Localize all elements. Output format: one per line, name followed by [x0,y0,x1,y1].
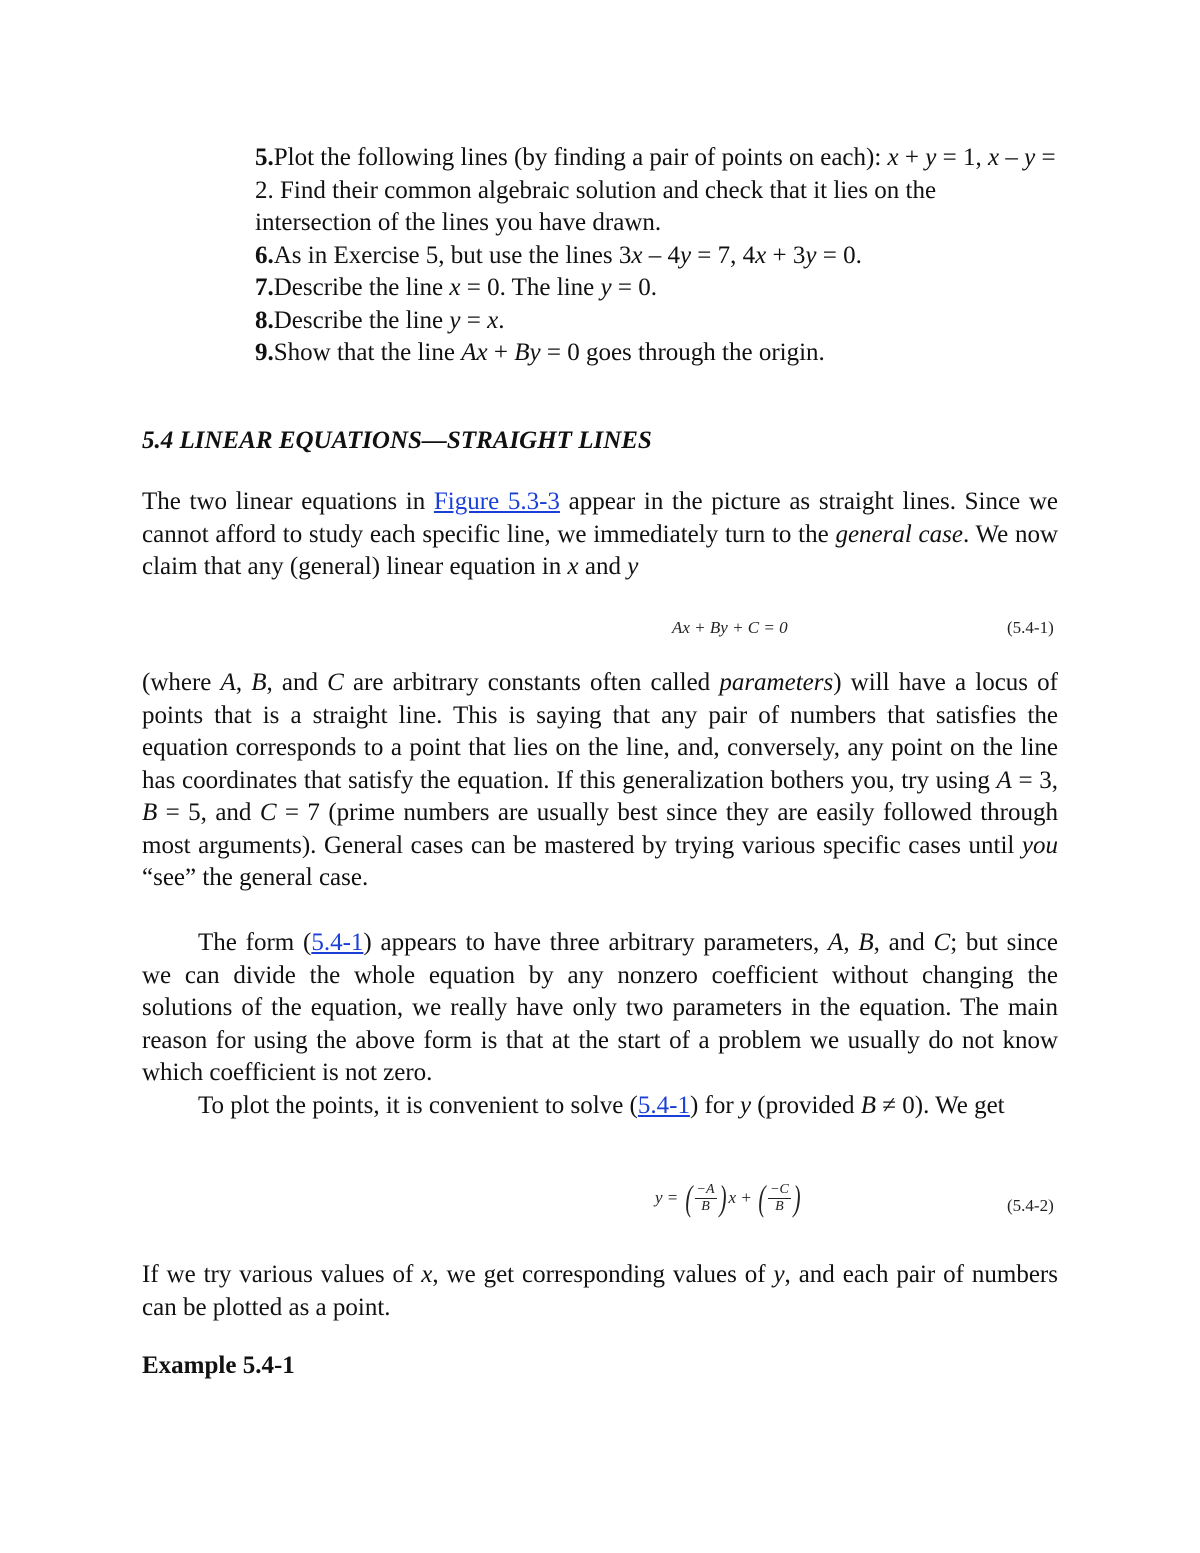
intro-text-2: appear in the picture as straight lines. Since we cannot afford to study each specific line, we immediately turn to the [142,488,1058,548]
math-variable: x [987,144,1000,171]
fraction-a-over-b [695,1182,717,1215]
var-y: y [773,1261,785,1288]
var-c: C [933,929,951,956]
and-text: , and [266,669,328,696]
equation-middle: x + [728,1188,752,1207]
math-variable: x [755,241,767,269]
math-variable: x [487,306,499,334]
exercise-item [255,272,1058,305]
exercise-number: 6. [255,241,274,269]
section-heading: 5.4 LINEAR EQUATIONS—STRAIGHT LINES [142,427,652,454]
math-variable: y [679,241,692,269]
exercise-number: 9. [255,339,274,366]
para-text: ) appears to have three arbitrary parameters, [363,929,829,956]
exercise-item [255,142,1058,240]
fraction-denominator: B [775,1198,784,1214]
exercise-number: 8. [255,306,274,334]
you-emphasis: you [1021,831,1058,859]
math-variable: Ax [461,339,488,366]
fraction-numerator: −C [770,1181,789,1197]
para-text: = 7 (prime numbers are usually best since they are easily followed through most arguments). General cases can be mastered by trying various specific cases until [142,799,1058,859]
left-paren-icon: ( [684,1178,693,1218]
exercise-text: – [999,144,1025,171]
math-variable: y [449,306,461,334]
equation-label-5-4-1: (5.4-1) [1007,618,1054,637]
var-a: A [828,929,844,956]
equation-text: Ax + By + C = 0 [672,618,788,637]
math-variable: y [1024,144,1036,171]
para-text: , we get corresponding values of [432,1261,774,1288]
exercise-text: + [898,144,926,171]
para-text: The form ( [198,929,312,956]
var-a: A [220,669,236,696]
var-a: A [996,766,1012,794]
exercise-text: Describe the line [273,274,450,301]
exercise-number: 7. [255,274,274,301]
exercise-text: As in Exercise 5, but use the lines 3 [273,241,632,269]
exercise-item [255,305,1058,338]
math-variable: y [925,144,937,171]
equation-link-5-4-1[interactable]: 5.4-1 [637,1092,690,1119]
var-b: B [142,799,158,826]
and-text: and [578,553,628,580]
exercise-text: = 0 goes through the origin. [540,339,825,366]
para-text: = 3, [1011,766,1058,794]
para-text: are arbitrary constants often called [343,669,720,696]
values-paragraph [142,1259,1058,1324]
right-paren-icon: ) [793,1178,801,1218]
plot-paragraph [142,1090,1058,1123]
equation-5-4-2 [655,1180,803,1216]
var-b: B [860,1092,877,1119]
equation-label-5-4-2: (5.4-2) [1007,1196,1054,1215]
exercise-list [255,142,1058,370]
and-text: , and [873,929,934,956]
para-text: If we try various values of [142,1261,422,1288]
equation-lhs: y = [655,1188,679,1207]
var-x: x [421,1261,433,1288]
exercise-text: Describe the line [273,306,450,334]
var-y: y [627,553,639,580]
exercise-text: = 2. Find their common algebraic solution and check that it lies on the intersection of the lines you have drawn. [255,144,1056,236]
exercise-text: Show that the line [273,339,462,366]
left-paren-icon: ( [758,1178,766,1218]
math-variable: By [514,339,541,366]
exercise-text: = 0. [816,241,862,269]
math-variable: x [631,241,643,269]
equation-5-4-1 [672,618,788,638]
parameters-emphasis: parameters [719,669,834,696]
var-y: y [739,1092,752,1119]
math-variable: x [887,144,899,171]
exercise-item [255,337,1058,370]
general-case-emphasis: general case [835,520,963,548]
fraction-denominator: B [701,1198,710,1214]
parameters-paragraph [142,667,1058,895]
var-b: B [251,669,267,696]
var-c: C [327,669,344,696]
intro-paragraph [142,486,1058,584]
para-text: ; but since we can divide the whole equation by any nonzero coefficient without changing the solutions of the equation, we really have only two parameters in the equation. The main reason for using the above form is that at the start of a problem we usually do not know which coefficient is not zero. [142,929,1058,1086]
exercise-number: 5. [255,144,274,171]
comma: , [235,669,252,696]
exercise-text: = 0. [611,274,657,301]
para-text: “see” the general case. [142,864,369,891]
figure-link[interactable]: Figure 5.3-3 [433,488,560,515]
para-text: (where [142,669,221,696]
exercise-text: – 4 [642,241,680,269]
para-text: To plot the points, it is convenient to solve ( [198,1092,638,1119]
intro-text: The two linear equations in [142,488,434,515]
exercise-text: = [460,306,488,334]
exercise-text: + 3 [766,241,806,269]
para-text: ) for [689,1092,740,1119]
var-c: C [259,799,277,826]
exercise-text: + [487,339,515,366]
intro-text-3: . We now claim that any (general) linear equation in [142,520,1059,580]
form-paragraph [142,927,1058,1090]
math-variable: x [449,274,461,301]
math-variable: y [600,274,612,301]
equation-link-5-4-1[interactable]: 5.4-1 [311,929,364,956]
para-text: = 5, and [157,799,260,826]
fraction-numerator: −A [696,1181,715,1197]
exercise-text: . [498,306,505,334]
exercise-text: = 0. The line [460,274,601,301]
para-text: (provided [751,1092,861,1119]
example-heading: Example 5.4-1 [142,1352,295,1379]
math-variable: y [805,241,817,269]
right-paren-icon: ) [718,1178,727,1218]
exercise-text: = 1, [936,144,988,171]
fraction-c-over-b [768,1182,791,1215]
exercise-text: Plot the following lines (by finding a pair of points on each): [273,144,888,171]
comma: , [843,929,859,956]
exercise-text: = 7, 4 [691,241,756,269]
var-x: x [567,553,579,580]
para-text: ) will have a locus of points that is a straight line. This is saying that any pair of numbers that satisfies the equation corresponds to a point that lies on the line, and, conversely, any point on the line has coordinates that satisfy the equation. If this generalization bothers you, try using [142,669,1058,794]
exercise-item [255,240,1058,273]
var-b: B [858,929,874,956]
para-text: , and each pair of numbers can be plotted as a point. [142,1261,1058,1321]
para-text: ≠ 0). We get [876,1092,1005,1119]
